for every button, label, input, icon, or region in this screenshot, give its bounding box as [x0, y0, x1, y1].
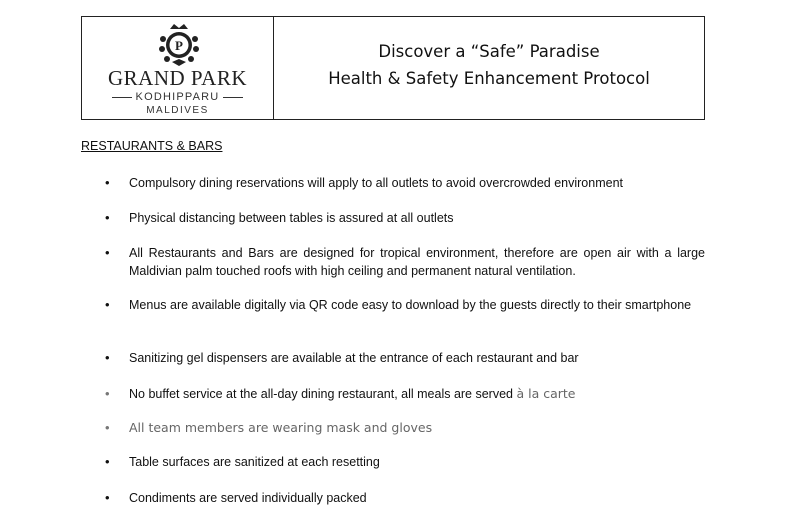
list-item-text: Menus are available digitally via QR code easy to download by the guests directly to their smartphone — [129, 298, 692, 312]
document-title: Discover a “Safe” Paradise — [378, 42, 600, 61]
section-heading: RESTAURANTS & BARS — [81, 139, 223, 153]
document-subtitle: Health & Safety Enhancement Protocol — [328, 69, 650, 88]
list-item — [105, 489, 705, 507]
list-item-text: Sanitizing gel dispensers are available at the entrance of each restaurant and bar — [129, 351, 579, 365]
list-item-text: Condiments are served individually packed — [129, 491, 367, 505]
list-item-text — [129, 385, 705, 403]
list-item — [105, 385, 705, 403]
list-item — [105, 453, 705, 471]
list-item — [105, 296, 705, 314]
bullet-marker: • — [105, 420, 110, 435]
list-item — [105, 419, 705, 437]
list-item-text: All Restaurants and Bars are designed for tropical environment, therefore are open air with a large Maldivian palm touched roofs with high ceiling and permanent natural ventilation. — [129, 246, 705, 278]
bullet-marker: • — [105, 490, 110, 505]
list-item — [105, 209, 705, 227]
list-item-main-text: No buffet service at the all-day dining restaurant, all meals are served — [129, 387, 517, 401]
logo-location: KODHIPPARU — [135, 91, 220, 103]
bullet-marker: • — [105, 245, 110, 260]
logo-name: GRAND PARK — [107, 66, 247, 90]
list-item — [105, 349, 705, 367]
list-item — [105, 174, 705, 192]
list-item-text: Table surfaces are sanitized at each resetting — [129, 455, 380, 469]
bullet-marker: • — [105, 386, 110, 401]
list-item-text: Compulsory dining reservations will apply to all outlets to avoid overcrowded environment — [129, 176, 623, 190]
logo-country: MALDIVES — [146, 105, 209, 116]
list-item-text: All team members are wearing mask and gloves — [129, 420, 433, 435]
list-item-text: Physical distancing between tables is assured at all outlets — [129, 211, 454, 225]
bullet-marker: • — [105, 454, 110, 469]
bullet-marker: • — [105, 350, 110, 365]
list-item — [105, 244, 705, 280]
bullet-marker: • — [105, 175, 110, 190]
list-item-suffix: à la carte — [516, 386, 576, 401]
bullet-marker: • — [105, 210, 110, 225]
bullet-marker: • — [105, 297, 110, 312]
crest-letter: P — [175, 38, 183, 53]
